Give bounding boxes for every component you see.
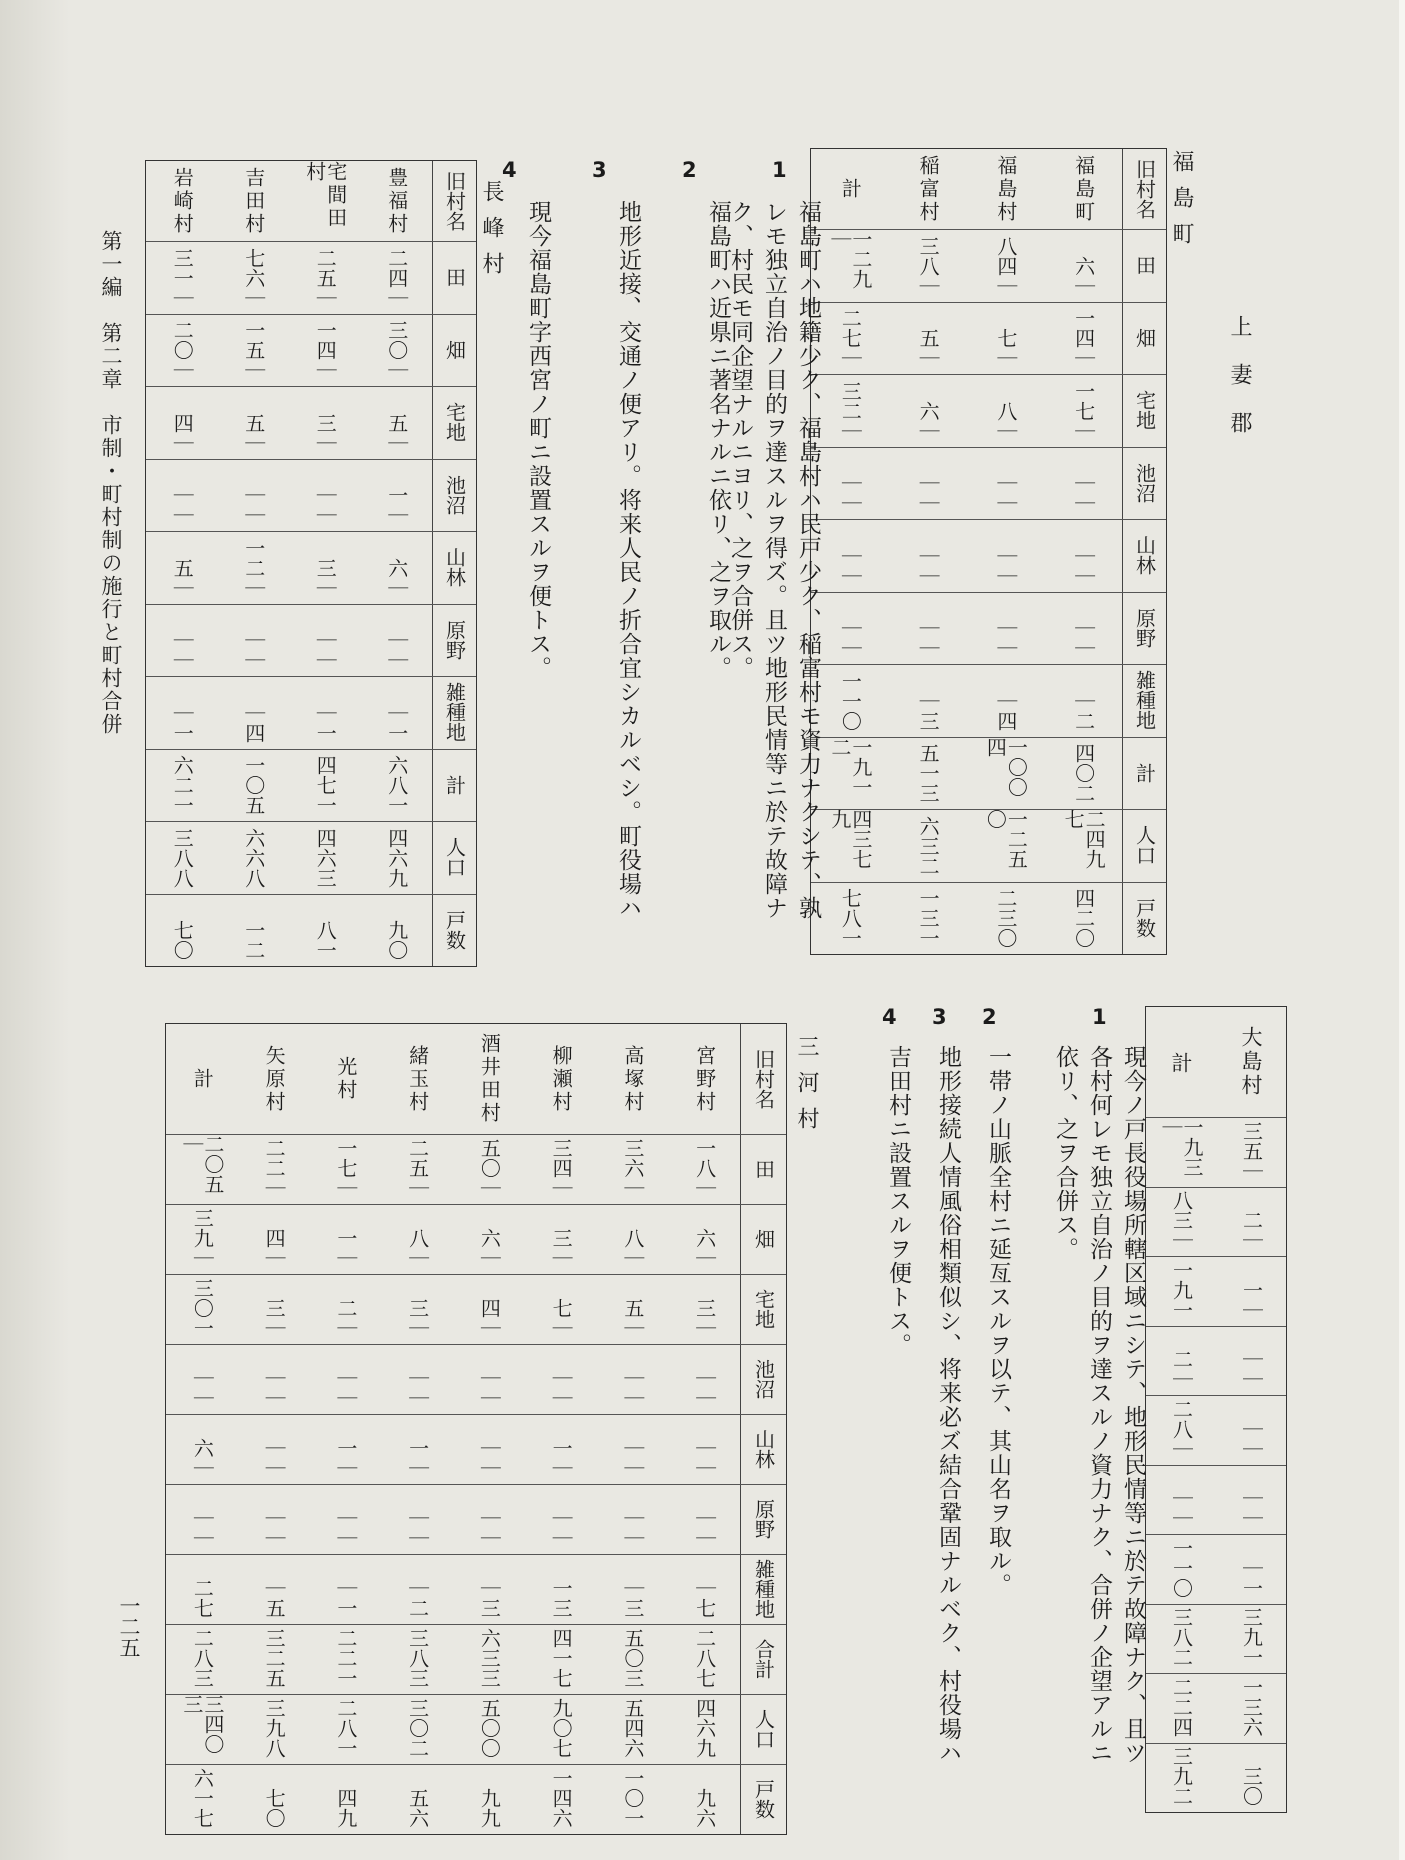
column-header: 宅地 bbox=[751, 1289, 776, 1329]
note-text: 吉田村ニ設置スルヲ便トス。 bbox=[885, 1045, 911, 1357]
data-cell: ｜｜ bbox=[190, 1508, 215, 1548]
data-cell: 一｜ bbox=[1239, 1279, 1264, 1320]
note-number: 4 bbox=[882, 1005, 897, 1029]
data-cell: ｜｜ bbox=[477, 1368, 502, 1408]
column-header: 人口 bbox=[442, 837, 467, 878]
data-cell: ｜｜ bbox=[620, 1368, 645, 1408]
data-cell: 一二九｜ bbox=[827, 229, 873, 289]
column-header: 原野 bbox=[751, 1499, 776, 1539]
data-cell: 三六｜ bbox=[620, 1138, 645, 1198]
data-cell: 三一｜ bbox=[170, 247, 195, 308]
data-cell: ｜｜ bbox=[477, 1508, 502, 1548]
data-cell: 二｜ bbox=[333, 1298, 358, 1338]
column-header: 畑 bbox=[751, 1229, 776, 1249]
data-cell: 六六八 bbox=[241, 827, 266, 888]
data-cell: 五｜ bbox=[620, 1298, 645, 1338]
data-cell: 三五｜ bbox=[1239, 1120, 1264, 1181]
column-header: 田 bbox=[442, 267, 467, 288]
data-cell: ｜｜ bbox=[241, 485, 266, 525]
data-cell: 六｜ bbox=[692, 1228, 717, 1268]
data-cell: 三｜ bbox=[549, 1228, 574, 1268]
data-cell: ｜｜ bbox=[262, 1438, 287, 1478]
data-cell: 六｜ bbox=[384, 557, 409, 598]
mikawa-table bbox=[165, 1023, 787, 1835]
column-header: 旧村名 bbox=[751, 1049, 776, 1109]
data-cell: 四六九 bbox=[384, 827, 409, 888]
village-name-cell: 光村 bbox=[333, 1056, 358, 1102]
data-cell: 二二四 bbox=[1169, 1676, 1194, 1737]
data-cell: 七｜ bbox=[993, 328, 1018, 368]
data-cell: 五〇三 bbox=[620, 1628, 645, 1688]
data-cell: 八四｜ bbox=[993, 235, 1018, 296]
data-cell: 三二｜ bbox=[838, 380, 863, 441]
block-title-mikawa: 三河村 bbox=[794, 1035, 819, 1143]
data-cell: 三九二 bbox=[1169, 1746, 1194, 1806]
data-cell: 九六 bbox=[692, 1788, 717, 1828]
note-text: 一帯ノ山脈全村ニ延亙スルヲ以テ、其山名ヲ取ル。 bbox=[985, 1045, 1011, 1597]
data-cell: ｜｜ bbox=[1071, 618, 1096, 658]
data-cell: 五｜ bbox=[241, 412, 266, 453]
data-cell: 六一七 bbox=[190, 1768, 215, 1828]
data-cell: 三〇一 bbox=[190, 1278, 215, 1338]
data-cell: 二四九七 bbox=[1061, 809, 1107, 869]
data-cell: ｜｜ bbox=[838, 545, 863, 586]
block-title-fukushima: 福島町 bbox=[1169, 150, 1194, 258]
data-cell: 一〇一 bbox=[620, 1768, 645, 1828]
data-cell: 七〇 bbox=[170, 920, 195, 960]
column-header: 原野 bbox=[442, 619, 467, 660]
village-name-cell: 緒玉村 bbox=[405, 1044, 430, 1114]
data-cell: 一二五〇 bbox=[983, 809, 1029, 869]
data-cell: 八｜ bbox=[993, 400, 1018, 441]
village-name-cell: 福島村 bbox=[993, 154, 1018, 224]
data-cell: ｜｜ bbox=[549, 1508, 574, 1548]
data-cell: 一二｜ bbox=[241, 537, 266, 598]
column-header: 雑種地 bbox=[442, 682, 467, 743]
data-cell: 八｜ bbox=[620, 1228, 645, 1268]
data-cell: ｜｜ bbox=[692, 1368, 717, 1408]
data-cell: ｜｜ bbox=[170, 485, 195, 525]
note-text: 福島町ハ近県ニ著名ナルニ依リ、之ヲ取ル。 bbox=[705, 200, 731, 680]
data-cell: ｜｜ bbox=[262, 1368, 287, 1408]
data-cell: 二八｜ bbox=[1169, 1398, 1194, 1459]
data-cell: ｜｜ bbox=[313, 485, 338, 525]
data-cell: ｜三 bbox=[477, 1578, 502, 1618]
data-cell: ｜五 bbox=[262, 1578, 287, 1618]
data-cell: 二七｜ bbox=[838, 308, 863, 368]
data-cell: 四二〇 bbox=[1071, 888, 1096, 948]
data-cell: 五一三 bbox=[916, 743, 941, 803]
data-cell: ｜｜ bbox=[549, 1368, 574, 1408]
column-header: 田 bbox=[751, 1159, 776, 1179]
data-cell: 四七一 bbox=[313, 755, 338, 815]
data-cell: 一三 bbox=[549, 1578, 574, 1618]
column-header: 戸数 bbox=[442, 909, 467, 950]
data-cell: 四｜ bbox=[170, 412, 195, 453]
data-cell: ｜一 bbox=[333, 1578, 358, 1618]
data-cell: ｜｜ bbox=[477, 1438, 502, 1478]
column-header: 旧村名 bbox=[1132, 159, 1157, 219]
data-cell: ｜｜ bbox=[405, 1508, 430, 1548]
page-number: 一二五 bbox=[117, 1595, 141, 1658]
data-cell: 三八三 bbox=[405, 1628, 430, 1688]
note-text: 現今ノ戸長役場所轄区域ニシテ、地形民情等ニ於テ故障ナク、且ツ各村何レモ独立自治ノ目的ヲ達スルノ資力ナク、合併ノ企望アルニ依リ、之ヲ合併ス。 bbox=[1052, 1045, 1146, 1765]
data-cell: ｜｜ bbox=[384, 630, 409, 670]
data-cell: 七八一 bbox=[838, 888, 863, 948]
data-cell: 二五｜ bbox=[313, 247, 338, 308]
data-cell: 一八｜ bbox=[692, 1138, 717, 1198]
data-cell: 五｜ bbox=[170, 557, 195, 598]
data-cell: ｜｜ bbox=[170, 630, 195, 670]
data-cell: 一〇〇四 bbox=[983, 736, 1029, 797]
column-header: 畑 bbox=[442, 339, 467, 360]
data-cell: 三｜ bbox=[262, 1298, 287, 1338]
data-cell: 一｜ bbox=[333, 1438, 358, 1478]
data-cell: 六二一 bbox=[170, 755, 195, 815]
data-cell: 六三三 bbox=[477, 1628, 502, 1688]
data-cell: 九〇 bbox=[384, 920, 409, 960]
note-text: 地形近接、交通ノ便アリ。将来人民ノ折合宜シカルベシ。町役場ハ bbox=[615, 200, 641, 920]
fukushima-table bbox=[810, 148, 1167, 955]
data-cell: 一｜ bbox=[405, 1438, 430, 1478]
village-name-cell: 稲富村 bbox=[916, 154, 941, 224]
data-cell: 二八一 bbox=[333, 1698, 358, 1758]
note-text: 現今福島町字西宮ノ町ニ設置スルヲ便トス。 bbox=[525, 200, 551, 680]
data-cell: 六三二 bbox=[916, 815, 941, 876]
data-cell: 一九一 bbox=[1169, 1259, 1194, 1320]
data-cell: ｜｜ bbox=[620, 1508, 645, 1548]
data-cell: 二五｜ bbox=[405, 1138, 430, 1198]
data-cell: ｜｜ bbox=[1169, 1488, 1194, 1528]
village-name-cell: 宮野村 bbox=[692, 1044, 717, 1114]
data-cell: 一九一二 bbox=[827, 736, 873, 797]
note-number: 2 bbox=[682, 158, 697, 182]
data-cell: 二二一 bbox=[333, 1628, 358, 1688]
data-cell: 六｜ bbox=[916, 400, 941, 441]
data-cell: 二八七 bbox=[692, 1628, 717, 1688]
data-cell: 三九八 bbox=[262, 1698, 287, 1758]
oshima-village-name: 大島村 bbox=[1239, 1026, 1264, 1098]
note-number: 3 bbox=[592, 158, 607, 182]
data-cell: 六｜ bbox=[1071, 255, 1096, 296]
data-cell: ｜｜ bbox=[313, 630, 338, 670]
data-cell: 五｜ bbox=[384, 412, 409, 453]
data-cell: 四六九 bbox=[692, 1698, 717, 1758]
data-cell: 二八三 bbox=[190, 1628, 215, 1688]
column-header: 山林 bbox=[442, 547, 467, 588]
data-cell: ｜三 bbox=[620, 1578, 645, 1618]
village-name-cell: 酒井田村 bbox=[477, 1033, 502, 1125]
data-cell: 四一七 bbox=[549, 1628, 574, 1688]
data-cell: ｜三 bbox=[916, 690, 941, 731]
data-cell: ｜四 bbox=[993, 690, 1018, 731]
data-cell: 一四｜ bbox=[313, 320, 338, 380]
oshima-total-label: 計 bbox=[1169, 1051, 1194, 1073]
village-name-cell: 福島町 bbox=[1071, 154, 1096, 224]
column-header: 合計 bbox=[751, 1639, 776, 1679]
data-cell: 三八二 bbox=[1169, 1607, 1194, 1667]
data-cell: 五六 bbox=[405, 1788, 430, 1828]
data-cell: 四三七九 bbox=[827, 809, 873, 869]
data-cell: 五〇〇 bbox=[477, 1698, 502, 1758]
data-cell: ｜｜ bbox=[262, 1508, 287, 1548]
district-title: 上妻郡 bbox=[1227, 315, 1252, 459]
column-header: 人口 bbox=[751, 1709, 776, 1749]
data-cell: 二〇五｜ bbox=[179, 1134, 225, 1194]
data-cell: 六八一 bbox=[384, 755, 409, 815]
data-cell: 三〇二 bbox=[405, 1698, 430, 1758]
data-cell: 一｜ bbox=[384, 485, 409, 525]
data-cell: 一四｜ bbox=[1071, 308, 1096, 368]
data-cell: ｜｜ bbox=[916, 473, 941, 513]
block-title-nagamine: 長峰村 bbox=[479, 180, 504, 288]
data-cell: 四｜ bbox=[262, 1228, 287, 1268]
data-cell: 四六三 bbox=[313, 827, 338, 888]
data-cell: 二｜ bbox=[1169, 1349, 1194, 1389]
data-cell: ｜｜ bbox=[190, 1368, 215, 1408]
data-cell: 一三六 bbox=[1239, 1676, 1264, 1737]
village-name-cell: 柳瀬村 bbox=[549, 1044, 574, 1114]
data-cell: ｜｜ bbox=[1071, 473, 1096, 513]
column-header: 雑種地 bbox=[1132, 670, 1157, 731]
data-cell: 一七｜ bbox=[1071, 380, 1096, 441]
data-cell: ｜一 bbox=[170, 702, 195, 743]
nagamine-table bbox=[145, 160, 477, 967]
column-header: 宅地 bbox=[1132, 390, 1157, 431]
data-cell: ｜一 bbox=[313, 702, 338, 743]
data-cell: ｜｜ bbox=[241, 630, 266, 670]
data-cell: ｜一 bbox=[384, 702, 409, 743]
data-cell: ｜｜ bbox=[692, 1508, 717, 1548]
column-header: 田 bbox=[1132, 255, 1157, 276]
column-header: 旧村名 bbox=[442, 171, 467, 231]
data-cell: 二二｜ bbox=[262, 1138, 287, 1198]
data-cell: 二〇｜ bbox=[170, 320, 195, 380]
column-header: 人口 bbox=[1132, 825, 1157, 866]
data-cell: 一四六 bbox=[549, 1768, 574, 1828]
data-cell: 四〇二 bbox=[1071, 743, 1096, 803]
oshima-table bbox=[1145, 1006, 1287, 1813]
data-cell: 六｜ bbox=[477, 1228, 502, 1268]
village-name-cell: 岩崎村 bbox=[170, 166, 195, 236]
data-cell: 一三一 bbox=[916, 888, 941, 948]
data-cell: ｜｜ bbox=[993, 473, 1018, 513]
note-number: 3 bbox=[932, 1005, 947, 1029]
data-cell: 五｜ bbox=[916, 328, 941, 368]
data-cell: 七〇 bbox=[262, 1788, 287, 1828]
data-cell: 三四｜ bbox=[549, 1138, 574, 1198]
column-header: 原野 bbox=[1132, 607, 1157, 648]
data-cell: ｜｜ bbox=[993, 545, 1018, 586]
data-cell: ｜四 bbox=[241, 702, 266, 743]
data-cell: 一｜ bbox=[549, 1438, 574, 1478]
column-header: 戸数 bbox=[751, 1779, 776, 1819]
column-header: 池沼 bbox=[442, 474, 467, 515]
village-name-cell: 計 bbox=[838, 177, 863, 201]
data-cell: 三九｜ bbox=[190, 1208, 215, 1268]
data-cell: 三｜ bbox=[313, 412, 338, 453]
data-cell: 三〇｜ bbox=[384, 320, 409, 380]
village-name-cell: 吉田村 bbox=[241, 166, 266, 236]
column-header: 計 bbox=[442, 774, 467, 795]
column-header: 山林 bbox=[1132, 535, 1157, 576]
page-shadow bbox=[0, 0, 70, 1860]
village-name-cell: 豊福村 bbox=[384, 166, 409, 236]
data-cell: 八一 bbox=[313, 920, 338, 960]
note-number: 2 bbox=[982, 1005, 997, 1029]
data-cell: 七｜ bbox=[549, 1298, 574, 1338]
data-cell: 一〇五 bbox=[241, 755, 266, 815]
data-cell: 七六｜ bbox=[241, 247, 266, 308]
village-name-cell: 高塚村 bbox=[620, 1044, 645, 1114]
data-cell: ｜｜ bbox=[1239, 1488, 1264, 1528]
data-cell: 一｜ bbox=[333, 1228, 358, 1268]
column-header: 池沼 bbox=[751, 1359, 776, 1399]
data-cell: 三九一 bbox=[1239, 1607, 1264, 1667]
data-cell: ｜｜ bbox=[916, 545, 941, 586]
village-name-cell: 計 bbox=[190, 1067, 215, 1091]
note-text: 地形接続人情風俗相類似シ、将来必ズ結合鞏固ナルベク、村役場ハ bbox=[935, 1045, 961, 1765]
data-cell: 三｜ bbox=[313, 557, 338, 598]
data-cell: 五四六 bbox=[620, 1698, 645, 1758]
data-cell: 八｜ bbox=[405, 1228, 430, 1268]
data-cell: 一一〇 bbox=[838, 670, 863, 731]
data-cell: 四九 bbox=[333, 1788, 358, 1828]
column-header: 雑種地 bbox=[751, 1559, 776, 1619]
data-cell: 三八｜ bbox=[916, 235, 941, 296]
column-header: 池沼 bbox=[1132, 462, 1157, 503]
data-cell: 三八八 bbox=[170, 827, 195, 888]
note-text: 福島町ハ地籍少ク、福島村ハ民戸少ク、稲富村モ資力ナクシテ、孰レモ独立自治ノ目的ヲ達スルヲ得ズ。且ツ地形民情等ニ於テ故障ナク、村民モ同企望ナルニヨリ、之ヲ合併ス。 bbox=[727, 200, 821, 920]
data-cell: 一九三｜ bbox=[1159, 1117, 1204, 1177]
data-cell: 九九 bbox=[477, 1788, 502, 1828]
village-name-cell: 宅間田村 bbox=[302, 161, 348, 230]
data-cell: 三〇 bbox=[1239, 1766, 1264, 1806]
page-edge bbox=[1399, 0, 1405, 1860]
data-cell: 六｜ bbox=[190, 1438, 215, 1478]
data-cell: 三四〇三 bbox=[179, 1694, 225, 1754]
data-cell: 一七｜ bbox=[333, 1138, 358, 1198]
note-number: 4 bbox=[502, 158, 517, 182]
column-header: 戸数 bbox=[1132, 897, 1157, 938]
data-cell: 二三〇 bbox=[993, 888, 1018, 948]
data-cell: 二｜ bbox=[1239, 1210, 1264, 1250]
data-cell: 三二五 bbox=[262, 1628, 287, 1688]
data-cell: 五〇｜ bbox=[477, 1138, 502, 1198]
note-number: 1 bbox=[1092, 1005, 1107, 1029]
data-cell: ｜二 bbox=[1071, 690, 1096, 731]
data-cell: ｜｜ bbox=[1071, 545, 1096, 586]
data-cell: ｜七 bbox=[692, 1578, 717, 1618]
data-cell: 四｜ bbox=[477, 1298, 502, 1338]
column-header: 畑 bbox=[1132, 327, 1157, 348]
data-cell: ｜｜ bbox=[993, 618, 1018, 658]
data-cell: ｜｜ bbox=[838, 473, 863, 513]
data-cell: ｜｜ bbox=[620, 1438, 645, 1478]
note-number: 1 bbox=[772, 158, 787, 182]
column-header: 山林 bbox=[751, 1429, 776, 1469]
village-name-cell: 矢原村 bbox=[262, 1044, 287, 1114]
data-cell: 三｜ bbox=[692, 1298, 717, 1338]
data-cell: ｜｜ bbox=[838, 618, 863, 658]
data-cell: ｜二 bbox=[405, 1578, 430, 1618]
column-header: 計 bbox=[1132, 762, 1157, 783]
data-cell: 二四｜ bbox=[384, 247, 409, 308]
column-header: 宅地 bbox=[442, 402, 467, 443]
data-cell: 一一〇 bbox=[1169, 1537, 1194, 1598]
data-cell: ｜｜ bbox=[1239, 1349, 1264, 1389]
data-cell: ｜｜ bbox=[333, 1368, 358, 1408]
data-cell: 九〇七 bbox=[549, 1698, 574, 1758]
data-cell: ｜一 bbox=[1239, 1557, 1264, 1598]
data-cell: 三｜ bbox=[405, 1298, 430, 1338]
data-cell: 一五｜ bbox=[241, 320, 266, 380]
data-cell: ｜｜ bbox=[692, 1438, 717, 1478]
data-cell: ｜｜ bbox=[333, 1508, 358, 1548]
data-cell: ｜｜ bbox=[405, 1368, 430, 1408]
data-cell: ｜｜ bbox=[1239, 1418, 1264, 1459]
data-cell: 二七 bbox=[190, 1578, 215, 1618]
running-header: 第一編 第二章 市制・町村制の施行と町村合併 bbox=[99, 230, 123, 736]
data-cell: ｜｜ bbox=[916, 618, 941, 658]
data-cell: 八三｜ bbox=[1169, 1190, 1194, 1250]
data-cell: 一二 bbox=[241, 920, 266, 960]
